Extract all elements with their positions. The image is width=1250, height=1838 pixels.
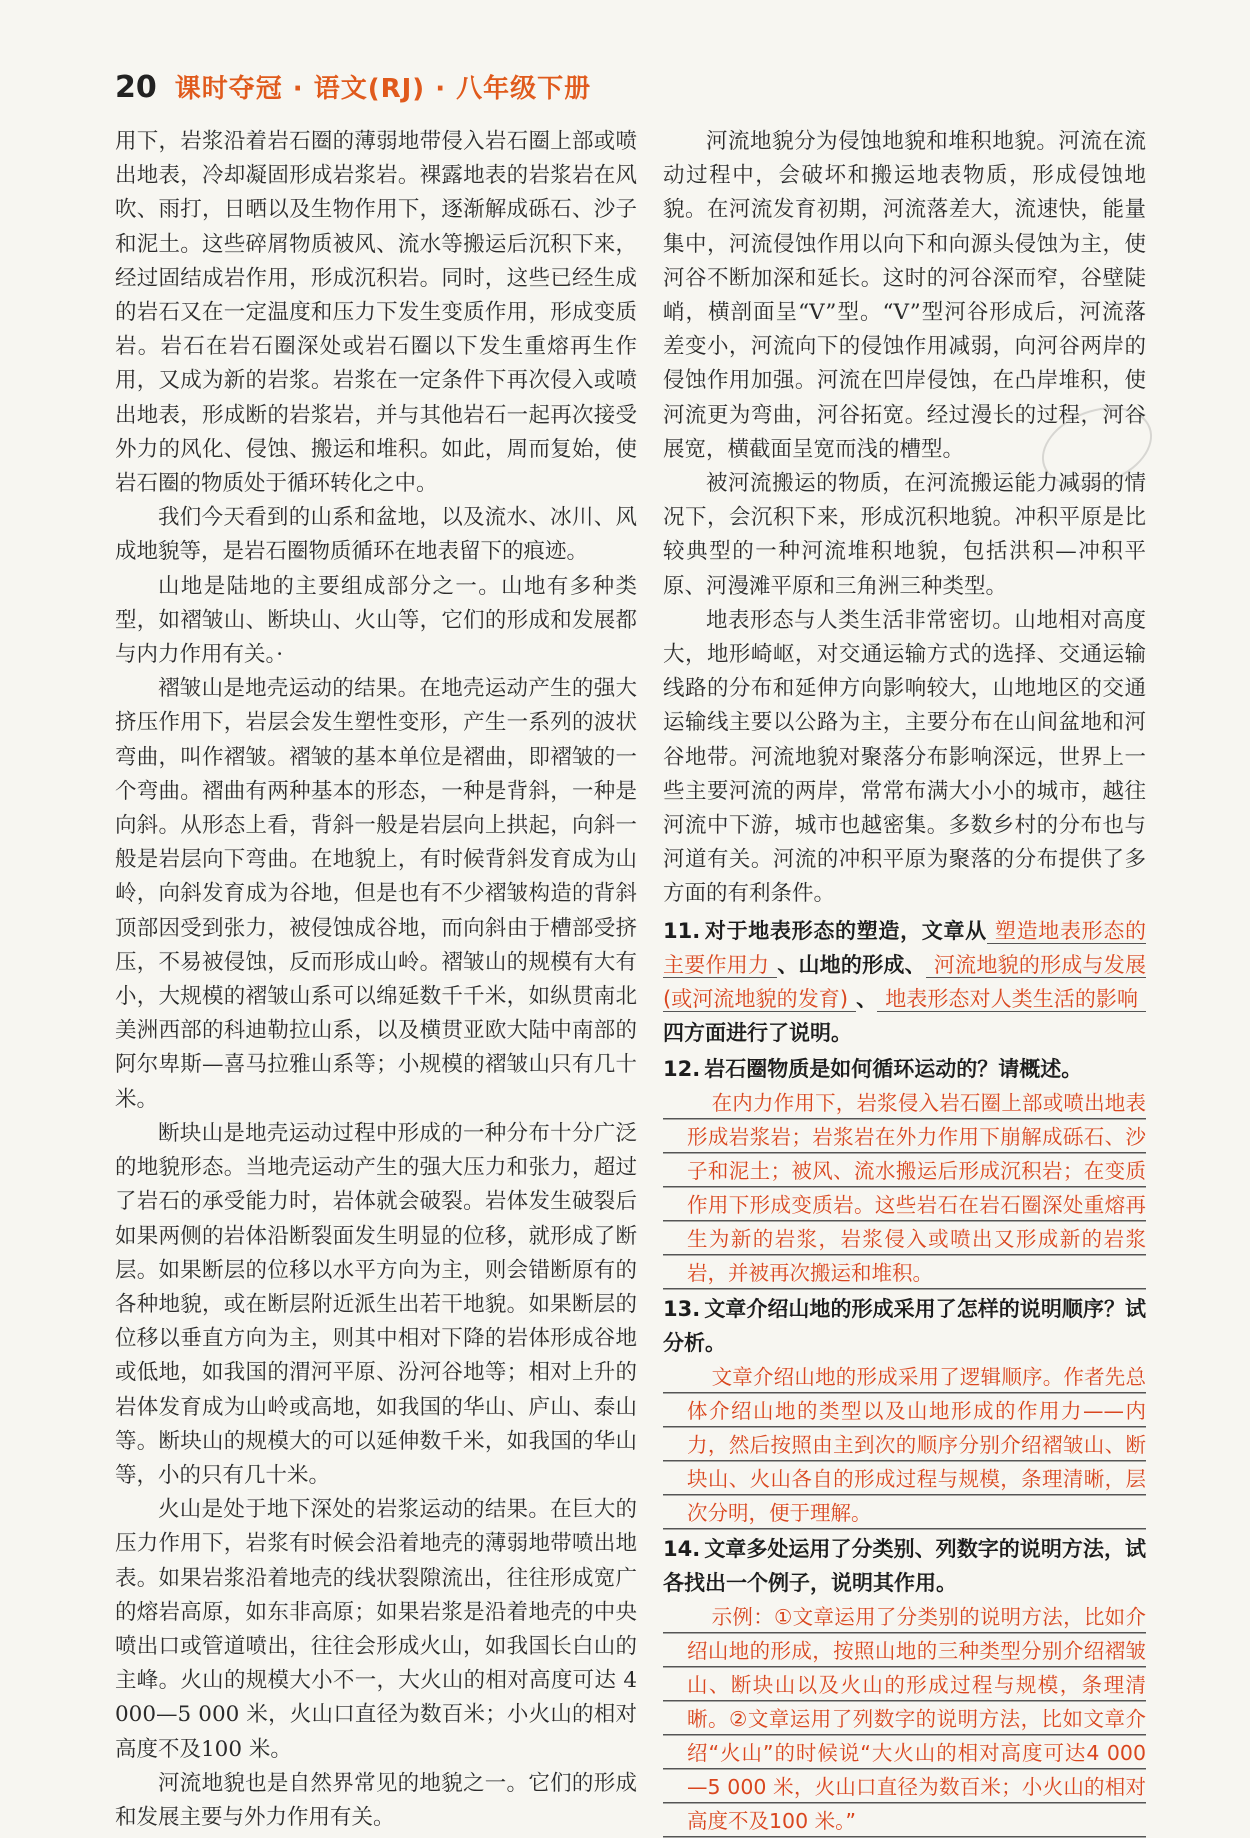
question-number: 13.: [663, 1296, 701, 1321]
paragraph: 断块山是地壳运动过程中形成的一种分布十分广泛的地貌形态。当地壳运动产生的强大压力和张力，超过了岩石的承受能力时，岩体就会破裂。岩体发生破裂后如果两侧的岩体沿断裂面发生明显的位移，就形成了断层。如果断层的位移以水平方向为主，则会错断原有的各种地貌，或在断层附近派生出若干地貌。如果断层的位移以垂直方向为主，则其中相对下降的岩体形成谷地或低地，如我国的渭河平原、汾河谷地等；相对上升的岩体发育成为山岭或高地，如我国的华山、庐山、泰山等。断块山的规模大的可以延伸数千米，如我国的华山等，小的只有几十米。: [115, 1120, 637, 1488]
question-number: 12.: [663, 1056, 701, 1081]
paragraph: 褶皱山是地壳运动的结果。在地壳运动产生的强大挤压作用下，岩层会发生塑性变形，产生一系列的波状弯曲，叫作褶皱。褶皱的基本单位是褶曲，即褶皱的一个弯曲。褶曲有两种基本的形态，一种是背斜，一种是向斜。从形态上看，背斜一般是岩层向上拱起，向斜一般是岩层向下弯曲。在地貌上，有时候背斜发育成为山岭，向斜发育成为谷地，但是也有不少褶皱构造的背斜顶部因受到张力，被侵蚀成谷地，而向斜由于槽部受挤压，不易被侵蚀，反而形成山岭。褶皱山的规模有大有小，大规模的褶皱山系可以绵延数千千米，如纵贯南北美洲西部的科迪勒拉山系，以及横贯亚欧大陆中南部的阿尔卑斯—喜马拉雅山系等；小规模的褶皱山只有几十米。: [115, 676, 637, 1112]
question-11: [663, 914, 1146, 1050]
paragraph: 被河流搬运的物质，在河流搬运能力减弱的情况下，会沉积下来，形成沉积地貌。冲积平原是比较典型的一种河流堆积地貌，包括洪积—冲积平原、河漫滩平原和三角洲三种类型。: [663, 471, 1146, 599]
answer-blank-1: 塑造地表形态的主要作用力: [663, 918, 1147, 977]
question-14: [663, 1532, 1146, 1838]
paragraph: 河流地貌也是自然界常见的地貌之一。它们的形成和发展主要与外力作用有关。: [115, 1770, 637, 1830]
question-text: 文章介绍山地的形成采用了怎样的说明顺序？试分析。: [663, 1296, 1146, 1355]
right-column: [663, 125, 1146, 1838]
answer-text: 示例：①文章运用了分类别的说明方法，比如介绍山地的形成，按照山地的三种类型分别介绍褶皱山、断块山以及火山的形成过程与规模，条理清晰。②文章运用了列数字的说明方法，比如文章介绍“火山”的时候说“大火山的相对高度可达4 000—5 000 米，火山口直径为数百米；小火山的相对高度不及100 米。”: [663, 1600, 1146, 1838]
question-text: 、山地的形成、: [777, 952, 926, 977]
question-text: 文章多处运用了分类别、列数字的说明方法，试各找出一个例子，说明其作用。: [663, 1536, 1146, 1595]
page-header: [115, 68, 591, 112]
question-text: 岩石圈物质是如何循环运动的？请概述。: [704, 1056, 1083, 1081]
page-number: 20: [115, 70, 157, 105]
question-number: 11.: [663, 918, 701, 943]
answer-text: 文章介绍山地的形成采用了逻辑顺序。作者先总体介绍山地的类型以及山地形成的作用力——内力，然后按照由主到次的顺序分别介绍褶皱山、断块山、火山各自的形成过程与规模，条理清晰，层次分明，便于理解。: [663, 1360, 1146, 1530]
answer-text: 在内力作用下，岩浆侵入岩石圈上部或喷出地表形成岩浆岩；岩浆岩在外力作用下崩解成砾石、沙子和泥土；被风、流水搬运后形成沉积岩；在变质作用下形成变质岩。这些岩石在岩石圈深处重熔再生为新的岩浆，岩浆侵入或喷出又形成新的岩浆岩，并被再次搬运和堆积。: [663, 1086, 1146, 1290]
left-column: [115, 125, 637, 1835]
answer-blank-3: 地表形态对人类生活的影响: [877, 987, 1146, 1012]
question-13: [663, 1292, 1146, 1530]
question-text: 、: [856, 986, 878, 1011]
question-text: 四方面进行了说明。: [663, 1020, 852, 1045]
question-number: 14.: [663, 1536, 701, 1561]
paragraph: 用下，岩浆沿着岩石圈的薄弱地带侵入岩石圈上部或喷出地表，冷却凝固形成岩浆岩。裸露地表的岩浆岩在风吹、雨打，日晒以及生物作用下，逐渐解成砾石、沙子和泥土。这些碎屑物质被风、流水等搬运后沉积下来，经过固结成岩作用，形成沉积岩。同时，这些已经生成的岩石又在一定温度和压力下发生变质作用，形成变质岩。岩石在岩石圈深处或岩石圈以下发生重熔再生作用，又成为新的岩浆。岩浆在一定条件下再次侵入或喷出地表，形成断的岩浆岩，并与其他岩石一起再次接受外力的风化、侵蚀、搬运和堆积。如此，周而复始，使岩石圈的物质处于循环转化之中。: [115, 129, 637, 497]
paragraph: 山地是陆地的主要组成部分之一。山地有多种类型，如褶皱山、断块山、火山等，它们的形成和发展都与内力作用有关。·: [115, 573, 637, 668]
answer-blank-2: 河流地貌的形成与发展(或河流地貌的发育): [663, 952, 1147, 1011]
book-title: 课时夺冠 · 语文(RJ) · 八年级下册: [174, 74, 592, 104]
paragraph: 火山是处于地下深处的岩浆运动的结果。在巨大的压力作用下，岩浆有时候会沿着地壳的薄弱地带喷出地表。如果岩浆沿着地壳的线状裂隙流出，往往形成宽广的熔岩高原，如东非高原；如果岩浆是沿着地壳的中央喷出口或管道喷出，往往会形成火山，如我国长白山的主峰。火山的规模大小不一，大火山的相对高度可达 4 000—5 000 米，火山口直径为数百米；小火山的相对高度不及100 米。: [115, 1497, 637, 1762]
paragraph: 我们今天看到的山系和盆地，以及流水、冰川、风成地貌等，是岩石圈物质循环在地表留下的痕迹。: [115, 505, 637, 565]
paragraph: 地表形态与人类生活非常密切。山地相对高度大，地形崎岖，对交通运输方式的选择、交通运输线路的分布和延伸方向影响较大，山地地区的交通运输线主要以公路为主，主要分布在山间盆地和河谷地带。河流地貌对聚落分布影响深远，世界上一些主要河流的两岸，常常布满大小小的城市，越往河流中下游，城市也越密集。多数乡村的分布也与河道有关。河流的冲积平原为聚落的分布提供了多方面的有利条件。: [663, 607, 1146, 907]
paragraph: 河流地貌分为侵蚀地貌和堆积地貌。河流在流动过程中，会破坏和搬运地表物质，形成侵蚀地貌。在河流发育初期，河流落差大，流速快，能量集中，河流侵蚀作用以向下和向源头侵蚀为主，使河谷不断加深和延长。这时的河谷深而窄，谷壁陡峭，横剖面呈“V”型。“V”型河谷形成后，河流落差变小，河流向下的侵蚀作用减弱，向河谷两岸的侵蚀作用加强。河流在凹岸侵蚀，在凸岸堆积，使河流更为弯曲，河谷拓宽。经过漫长的过程，河谷展宽，横截面呈宽而浅的槽型。: [663, 129, 1146, 462]
question-12: [663, 1052, 1146, 1290]
question-text: 对于地表形态的塑造，文章从: [704, 918, 987, 943]
